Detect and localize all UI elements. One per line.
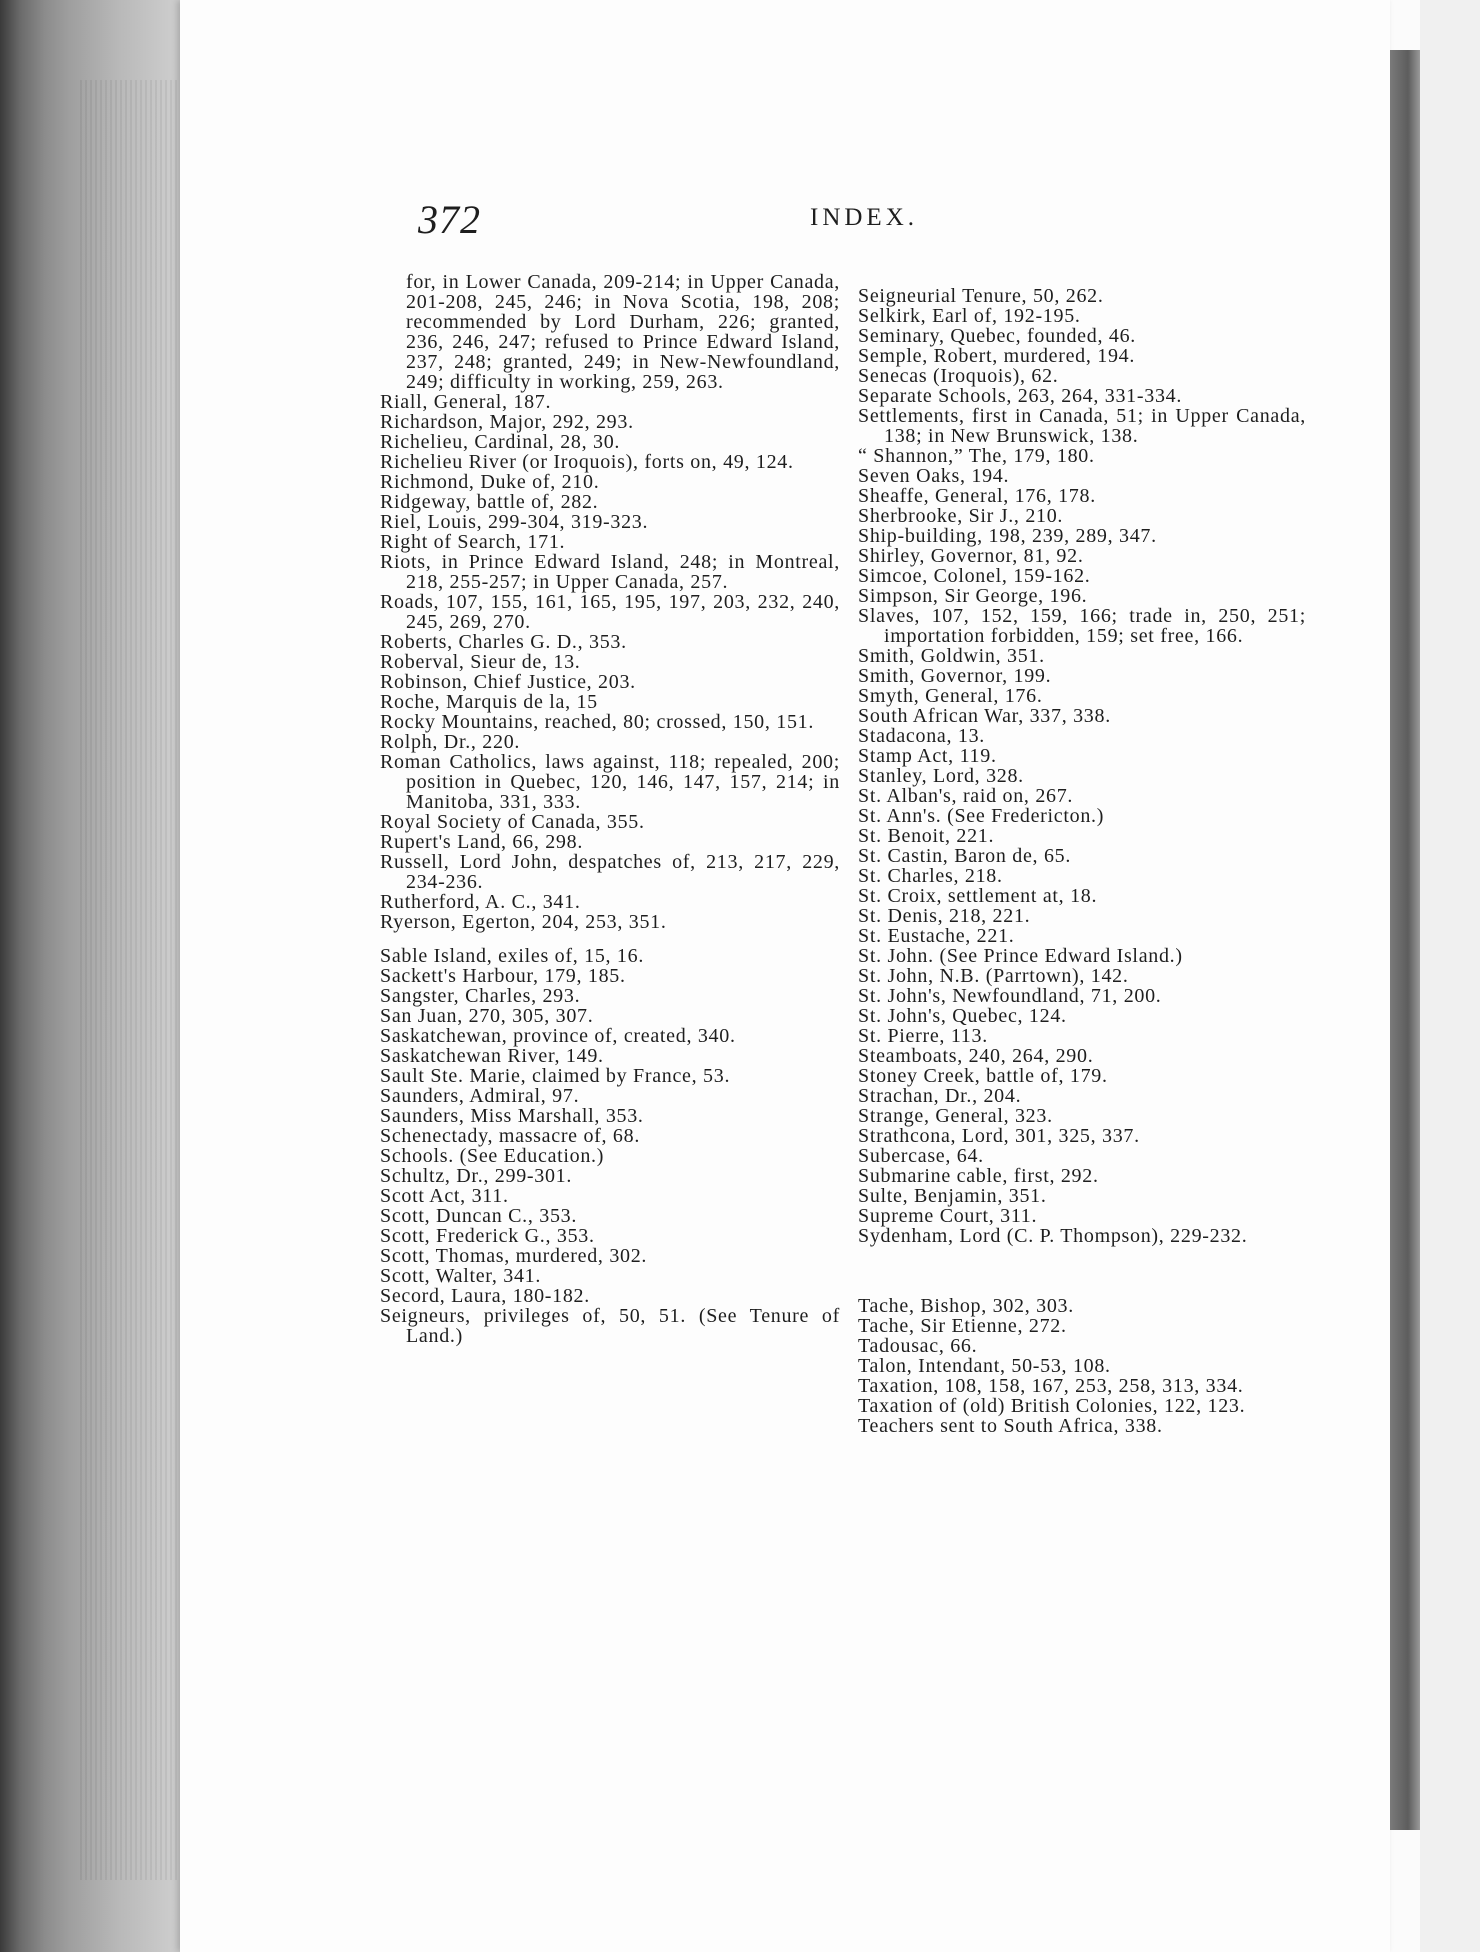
index-entry: Scott, Frederick G., 353. — [380, 1225, 595, 1247]
index-entry: Rutherford, A. C., 341. — [380, 891, 581, 913]
index-entry: Schenectady, massacre of, 68. — [380, 1125, 641, 1147]
index-entry: St. John's, Newfoundland, 71, 200. — [858, 985, 1162, 1007]
index-entry: Ridgeway, battle of, 282. — [380, 491, 599, 513]
index-entry: Riel, Louis, 299-304, 319-323. — [380, 511, 649, 533]
index-entry: Rocky Mountains, reached, 80; crossed, 150, 151. — [380, 711, 815, 733]
index-entry: St. Ann's. (See Fredericton.) — [858, 805, 1105, 827]
index-entry: Saunders, Miss Marshall, 353. — [380, 1105, 644, 1127]
index-entry: Slaves, 107, 152, 159, 166; trade in, 250, 251; importation forbidden, 159; set free, 166. — [858, 605, 1306, 647]
adjacent-page — [1420, 0, 1480, 1952]
index-entry: Roads, 107, 155, 161, 165, 195, 197, 203, 232, 240, 245, 269, 270. — [380, 591, 840, 633]
index-entry: Saunders, Admiral, 97. — [380, 1085, 580, 1107]
index-entry: Ryerson, Egerton, 204, 253, 351. — [380, 911, 667, 933]
index-entry: Russell, Lord John, despatches of, 213, 217, 229, 234-236. — [380, 851, 840, 893]
index-entry: for, in Lower Canada, 209-214; in Upper Canada, 201-208, 245, 246; in Nova Scotia, 198, 208; recommended by Lord Durham, 226; granted, 236, 246, 247; refused to Prince Edward Island, 237, 248; granted, 249; in New-Newfoundland, 249; difficulty in working, 259, 263. — [406, 271, 840, 393]
index-entry: Stanley, Lord, 328. — [858, 765, 1024, 787]
index-entry: Sheaffe, General, 176, 178. — [858, 485, 1096, 507]
index-entry: Royal Society of Canada, 355. — [380, 811, 645, 833]
index-entry: Smith, Goldwin, 351. — [858, 645, 1045, 667]
index-entry: Shirley, Governor, 81, 92. — [858, 545, 1084, 567]
index-entry: Stoney Creek, battle of, 179. — [858, 1065, 1108, 1087]
index-entry: St. John's, Quebec, 124. — [858, 1005, 1067, 1027]
index-entry: Taxation of (old) British Colonies, 122, 123. — [858, 1395, 1246, 1417]
running-head: INDEX. — [810, 204, 919, 231]
index-entry: Schultz, Dr., 299-301. — [380, 1165, 573, 1187]
index-column-right — [858, 286, 1306, 1436]
index-entry: St. Benoit, 221. — [858, 825, 995, 847]
index-entry: Seigneurial Tenure, 50, 262. — [858, 285, 1104, 307]
index-entry: Richardson, Major, 292, 293. — [380, 411, 634, 433]
index-entry: Stamp Act, 119. — [858, 745, 997, 767]
index-entry: Strachan, Dr., 204. — [858, 1085, 1022, 1107]
index-entry: Seigneurs, privileges of, 50, 51. (See Tenure of Land.) — [380, 1305, 840, 1347]
index-entry: St. John, N.B. (Parrtown), 142. — [858, 965, 1129, 987]
index-entry: Riall, General, 187. — [380, 391, 552, 413]
index-entry: Senecas (Iroquois), 62. — [858, 365, 1059, 387]
index-entry: St. Castin, Baron de, 65. — [858, 845, 1072, 867]
index-entry: Supreme Court, 311. — [858, 1205, 1038, 1227]
index-entry: Seminary, Quebec, founded, 46. — [858, 325, 1136, 347]
index-entry: Subercase, 64. — [858, 1145, 984, 1167]
index-entry: Stadacona, 13. — [858, 725, 985, 747]
index-entry: Sherbrooke, Sir J., 210. — [858, 505, 1064, 527]
index-entry: Submarine cable, first, 292. — [858, 1165, 1099, 1187]
index-entry: Richelieu, Cardinal, 28, 30. — [380, 431, 621, 453]
index-entry: Teachers sent to South Africa, 338. — [858, 1415, 1163, 1437]
index-entry: St. John. (See Prince Edward Island.) — [858, 945, 1183, 967]
page-edge-shadow — [1390, 50, 1420, 1830]
index-entry: Sable Island, exiles of, 15, 16. — [380, 945, 645, 967]
index-entry: Richmond, Duke of, 210. — [380, 471, 600, 493]
index-entry: Sydenham, Lord (C. P. Thompson), 229-232. — [858, 1225, 1248, 1247]
index-entry: Robinson, Chief Justice, 203. — [380, 671, 636, 693]
index-entry: St. Denis, 218, 221. — [858, 905, 1031, 927]
index-entry: South African War, 337, 338. — [858, 705, 1111, 727]
index-entry: Talon, Intendant, 50-53, 108. — [858, 1355, 1111, 1377]
index-entry: Scott, Walter, 341. — [380, 1265, 542, 1287]
index-entry: “ Shannon,” The, 179, 180. — [858, 445, 1095, 467]
index-entry: Roberts, Charles G. D., 353. — [380, 631, 627, 653]
index-column-left — [380, 272, 840, 1346]
index-entry: St. Charles, 218. — [858, 865, 1003, 887]
index-entry: Separate Schools, 263, 264, 331-334. — [858, 385, 1183, 407]
index-entry: Sackett's Harbour, 179, 185. — [380, 965, 626, 987]
index-entry: Richelieu River (or Iroquois), forts on, 49, 124. — [380, 451, 794, 473]
index-entry: Ship-building, 198, 239, 289, 347. — [858, 525, 1157, 547]
index-entry: Sault Ste. Marie, claimed by France, 53. — [380, 1065, 731, 1087]
index-entry: Tache, Sir Etienne, 272. — [858, 1315, 1067, 1337]
index-entry: Smyth, General, 176. — [858, 685, 1043, 707]
index-entry: Strathcona, Lord, 301, 325, 337. — [858, 1125, 1140, 1147]
index-entry: Settlements, first in Canada, 51; in Upper Canada, 138; in New Brunswick, 138. — [858, 405, 1306, 447]
index-entry: Smith, Governor, 199. — [858, 665, 1052, 687]
index-entry: Roberval, Sieur de, 13. — [380, 651, 581, 673]
index-entry: St. Pierre, 113. — [858, 1025, 988, 1047]
index-entry: St. Croix, settlement at, 18. — [858, 885, 1098, 907]
index-entry: Saskatchewan River, 149. — [380, 1045, 604, 1067]
index-entry: Scott Act, 311. — [380, 1185, 509, 1207]
index-entry: St. Alban's, raid on, 267. — [858, 785, 1074, 807]
index-entry: Semple, Robert, murdered, 194. — [858, 345, 1136, 367]
index-entry: Roche, Marquis de la, 15 — [380, 691, 598, 713]
index-entry: Roman Catholics, laws against, 118; repealed, 200; position in Quebec, 120, 146, 147, 157, 214; in Manitoba, 331, 333. — [380, 751, 840, 813]
index-entry: Sangster, Charles, 293. — [380, 985, 581, 1007]
index-entry: Steamboats, 240, 264, 290. — [858, 1045, 1094, 1067]
index-entry: Saskatchewan, province of, created, 340. — [380, 1025, 736, 1047]
index-entry: Secord, Laura, 180-182. — [380, 1285, 590, 1307]
index-entry: Tache, Bishop, 302, 303. — [858, 1295, 1074, 1317]
index-entry: Scott, Thomas, murdered, 302. — [380, 1245, 648, 1267]
index-entry: Simcoe, Colonel, 159-162. — [858, 565, 1091, 587]
index-entry: Sulte, Benjamin, 351. — [858, 1185, 1047, 1207]
index-entry: Tadousac, 66. — [858, 1335, 978, 1357]
index-entry: Riots, in Prince Edward Island, 248; in Montreal, 218, 255-257; in Upper Canada, 257. — [380, 551, 840, 593]
index-entry: Selkirk, Earl of, 192-195. — [858, 305, 1081, 327]
index-entry: Schools. (See Education.) — [380, 1145, 605, 1167]
index-entry: St. Eustache, 221. — [858, 925, 1015, 947]
index-entry: Right of Search, 171. — [380, 531, 566, 553]
index-entry: Simpson, Sir George, 196. — [858, 585, 1088, 607]
index-entry: Seven Oaks, 194. — [858, 465, 1010, 487]
index-entry: Rupert's Land, 66, 298. — [380, 831, 584, 853]
index-entry: San Juan, 270, 305, 307. — [380, 1005, 594, 1027]
index-entry: Scott, Duncan C., 353. — [380, 1205, 578, 1227]
page-number: 372 — [418, 197, 481, 242]
index-entry: Strange, General, 323. — [858, 1105, 1053, 1127]
index-entry: Rolph, Dr., 220. — [380, 731, 521, 753]
index-entry: Taxation, 108, 158, 167, 253, 258, 313, 334. — [858, 1375, 1244, 1397]
